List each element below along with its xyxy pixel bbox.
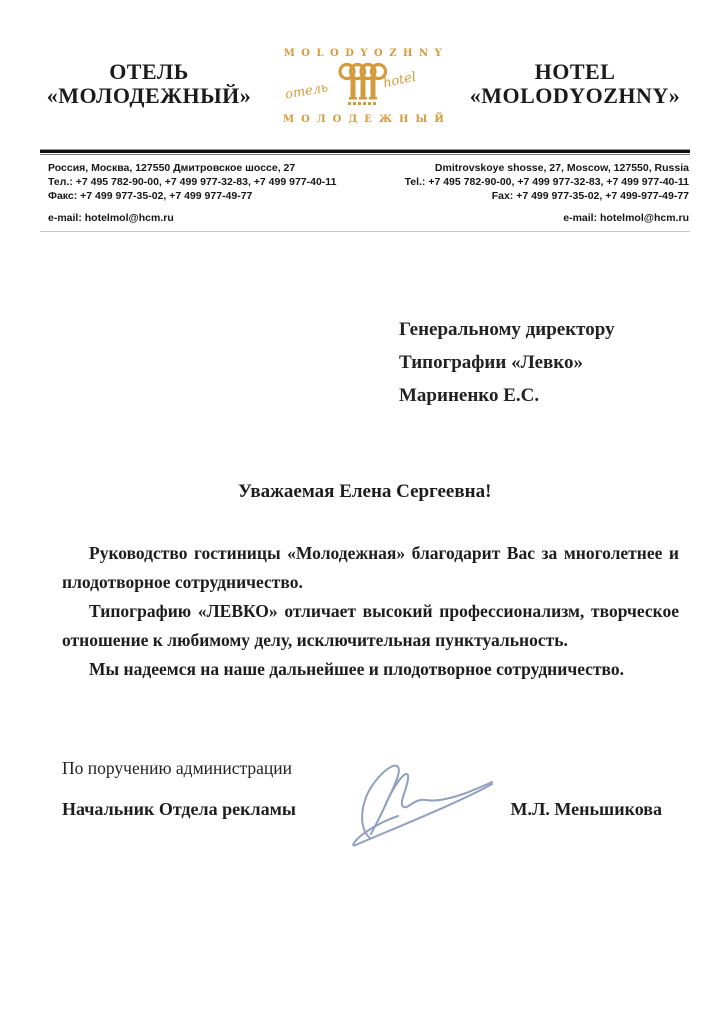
- body-paragraph-2: Типографию «ЛЕВКО» отличает высокий профессионализм, творческое отношение к любимому делу, исключительная пунктуальность.: [62, 601, 679, 650]
- contact-en-address: Dmitrovskoye shosse, 27, Moscow, 127550, Russia: [434, 162, 689, 174]
- contact-ru-phone: Тел.: +7 495 782-90-00, +7 499 977-32-83, +7 499 977-40-11: [48, 176, 337, 188]
- hotel-title-en-line1: HOTEL: [534, 59, 616, 84]
- contact-en-fax: Fax: +7 499 977-35-02, +7 499-977-49-77: [491, 190, 689, 202]
- email-divider-rule: [40, 231, 690, 232]
- header-divider-rule: [40, 149, 690, 156]
- hotel-title-ru-line1: ОТЕЛЬ: [109, 59, 189, 84]
- handwritten-signature: [340, 750, 510, 855]
- contact-ru-fax: Факс: +7 499 977-35-02, +7 499 977-49-77: [48, 190, 253, 202]
- three-keys-icon: [336, 62, 390, 108]
- body-paragraph-3: Мы надеемся на наше дальнейшее и плодотворное сотрудничество.: [89, 659, 625, 679]
- contact-ru-email: e-mail: hotelmol@hcm.ru: [48, 212, 174, 224]
- logo-script-otel: отель: [284, 80, 330, 103]
- contact-ru-address: Россия, Москва, 127550 Дмитровское шоссе, 27: [48, 162, 296, 174]
- hotel-title-en: [450, 60, 700, 108]
- recipient-name: Мариненко Е.С.: [399, 385, 540, 406]
- contact-block-ru: [48, 161, 336, 203]
- salutation: Уважаемая Елена Сергеевна!: [238, 481, 492, 502]
- signoff-title: Начальник Отдела рекламы: [62, 799, 296, 819]
- hotel-logo: [283, 46, 451, 132]
- hotel-title-ru-line2: «МОЛОДЕЖНЫЙ»: [46, 83, 252, 108]
- logo-script-hotel: hotel: [381, 69, 418, 92]
- contact-en-email: e-mail: hotelmol@hcm.ru: [563, 212, 689, 224]
- recipient-position: Генеральному директору: [399, 319, 615, 340]
- recipient-company: Типографии «Левко»: [399, 352, 583, 373]
- logo-top-text: MOLODYOZHNY: [283, 48, 449, 59]
- signoff-name: М.Л. Меньшикова: [510, 799, 662, 819]
- body-paragraph-1: Руководство гостиницы «Молодежная» благодарит Вас за многолетнее и плодотворное сотрудничество.: [62, 543, 679, 592]
- signoff-note: По поручению администрации: [62, 758, 292, 778]
- hotel-title-ru: [24, 60, 274, 108]
- contact-block-en: [405, 161, 689, 203]
- recipient-block: [399, 313, 615, 412]
- letter-body: [62, 539, 679, 684]
- hotel-title-en-line2: «MOLODYOZHNY»: [469, 83, 681, 108]
- contact-en-phone: Tel.: +7 495 782-90-00, +7 499 977-32-83, +7 499 977-40-11: [404, 176, 689, 188]
- logo-bottom-text: МОЛОДЕЖНЫЙ: [283, 114, 451, 125]
